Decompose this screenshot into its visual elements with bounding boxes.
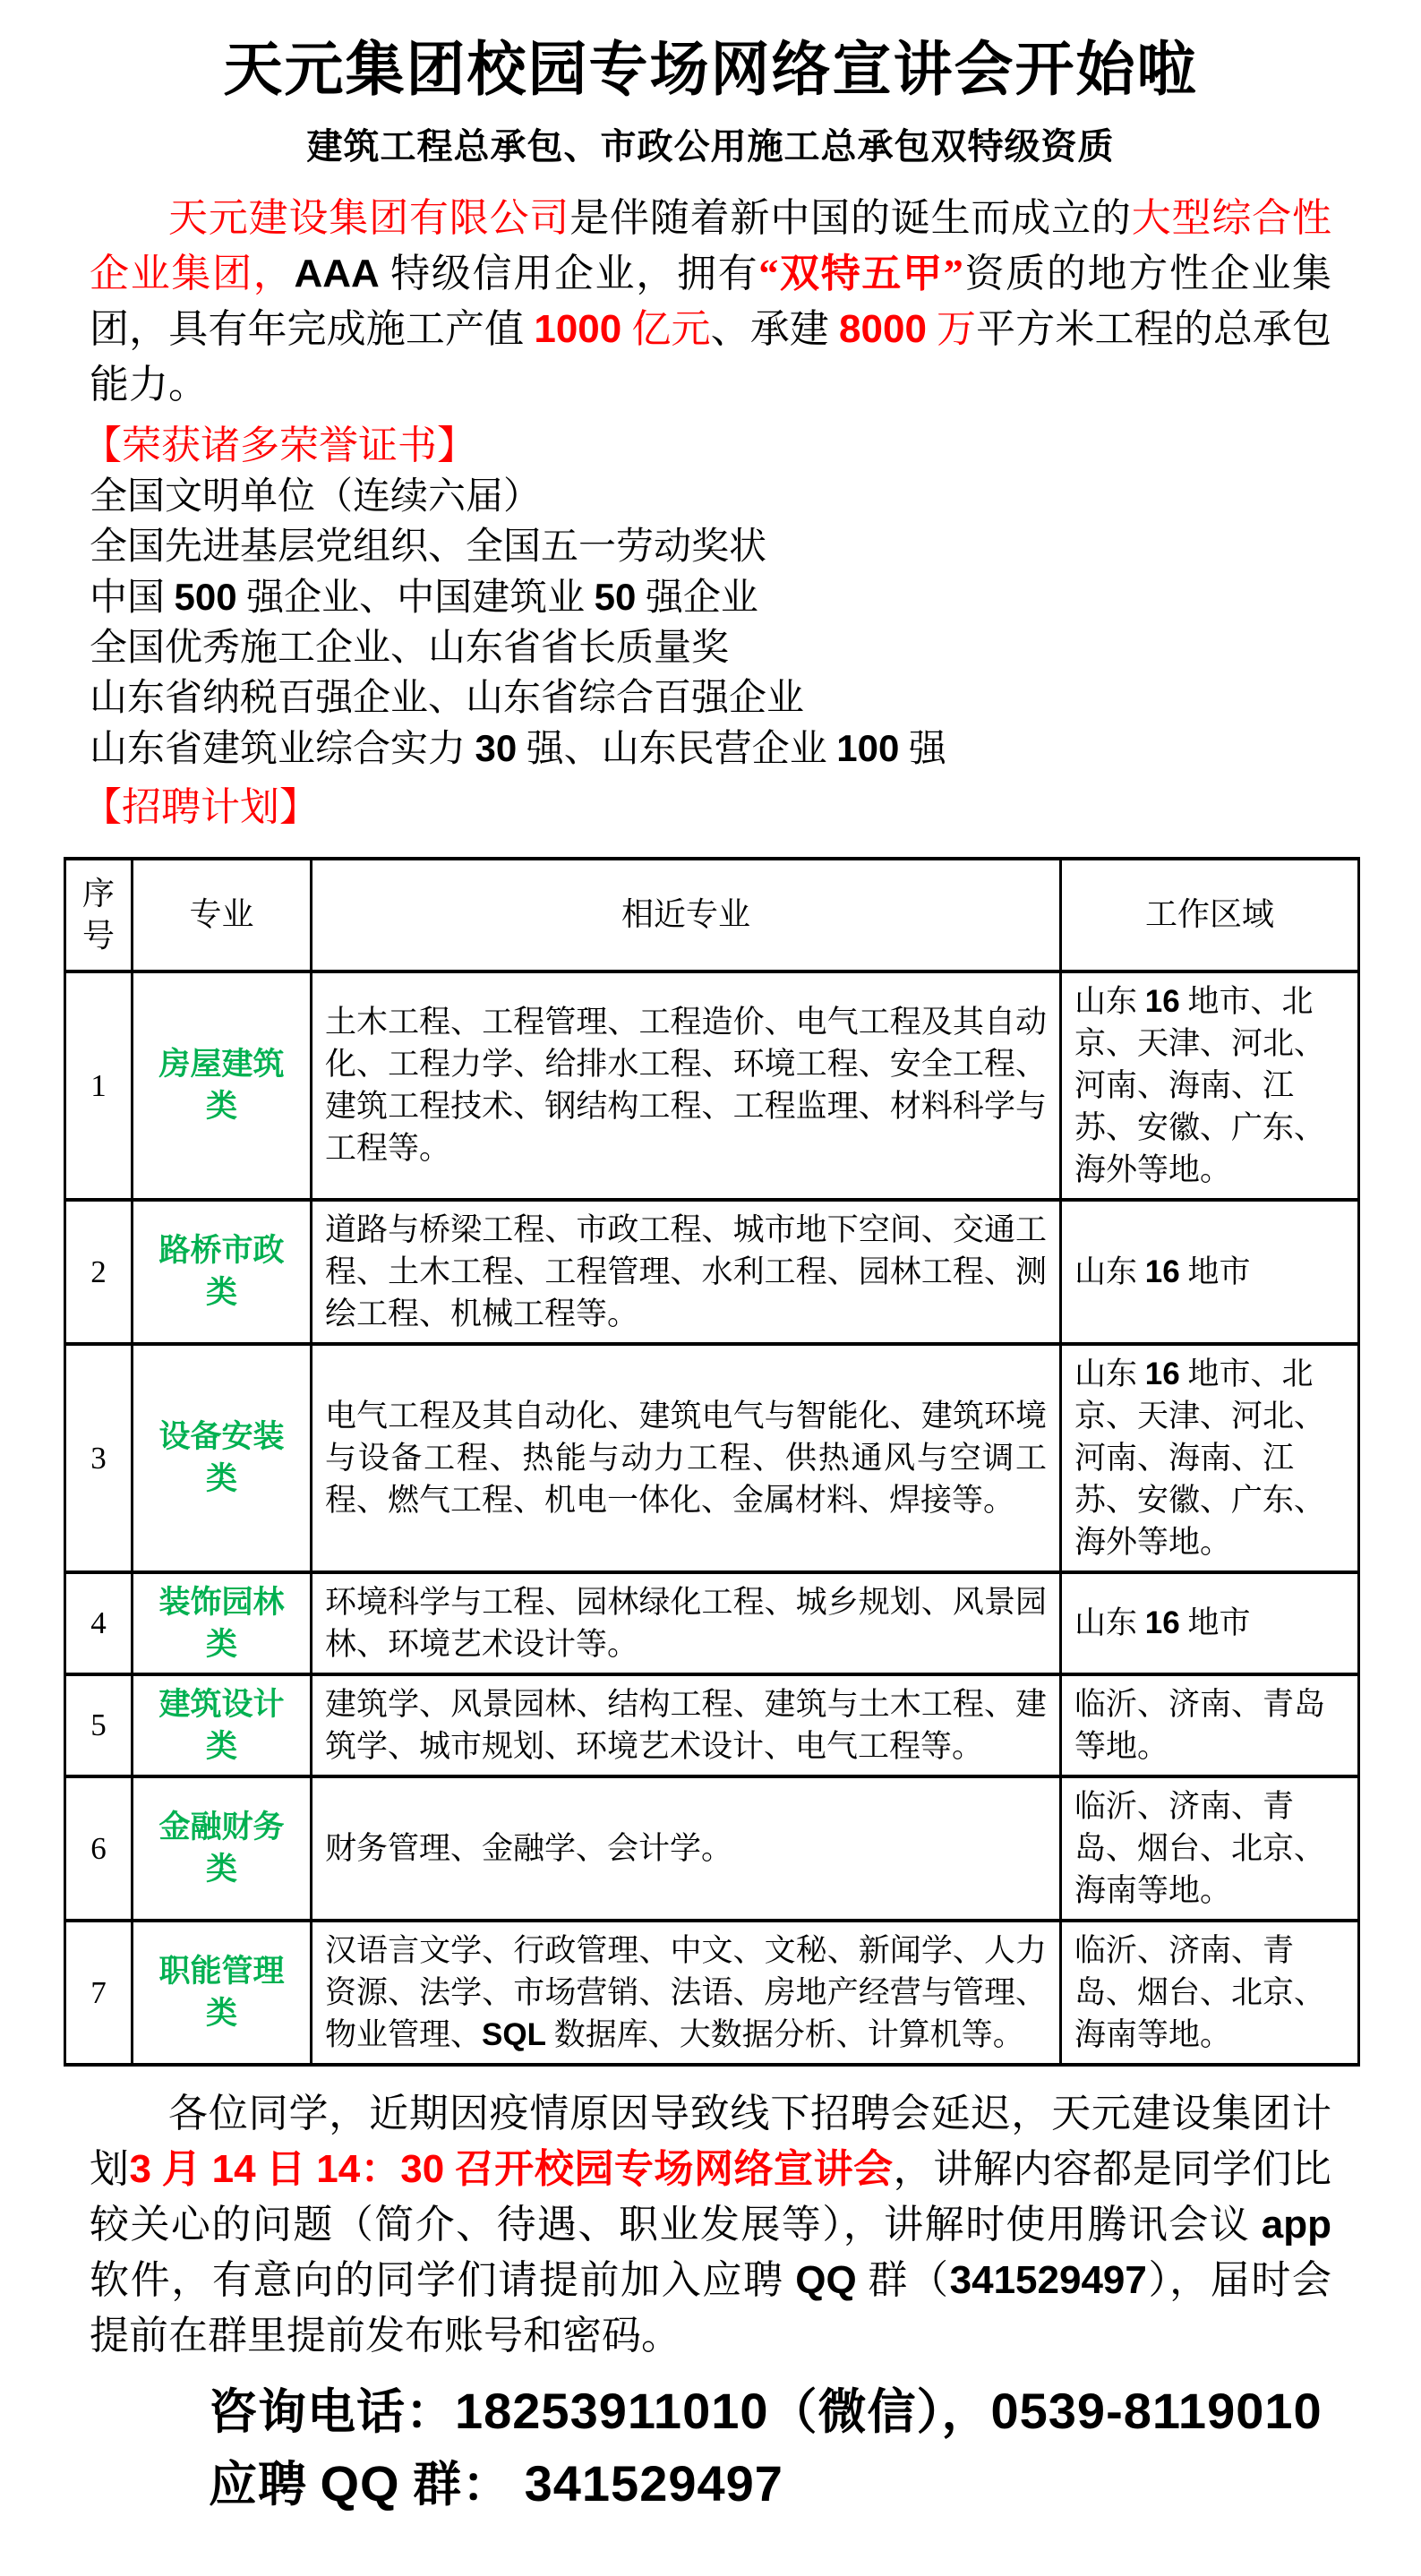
text-segment: 30	[475, 726, 518, 769]
honor-item	[90, 673, 1331, 723]
cell-work-region	[1061, 1572, 1359, 1674]
text-segment: 16	[1144, 1605, 1180, 1641]
company-intro-paragraph	[90, 191, 1331, 413]
text-segment: 是伴随着新中国的诞生而成立的	[569, 195, 1132, 240]
text-segment: 14：30	[316, 2146, 445, 2191]
text-segment: 群：	[399, 2457, 525, 2512]
text-segment: 山东省建筑业综合实力	[90, 728, 475, 770]
text-segment: 财务管理、金融学、会计学。	[325, 1830, 733, 1866]
contact-phone-line	[209, 2382, 1421, 2442]
text-segment: 软件，有意向的同学们请提前加入应聘	[90, 2257, 796, 2302]
table-row	[65, 1674, 1359, 1776]
header-related-majors: 相近专业	[312, 859, 1061, 971]
text-segment: QQ	[320, 2454, 400, 2512]
text-segment: 临沂、济南、青岛等地。	[1074, 1686, 1326, 1764]
text-segment: ，讲解内容都是同学们比较关心的问题（简介、待遇、职业发展等），讲解时使用腾讯会议	[90, 2146, 1332, 2247]
cell-related-majors	[312, 1200, 1061, 1344]
text-segment: 100	[836, 726, 900, 769]
honors-list	[0, 472, 1421, 775]
cell-work-region	[1061, 1776, 1359, 1921]
text-segment: 山东	[1074, 983, 1145, 1019]
header-major: 专业	[133, 859, 312, 971]
text-segment: 地市、北京、天津、河北、河南、海南、江苏、安徽、广东、海外等地。	[1074, 1356, 1326, 1560]
honor-item	[90, 623, 1331, 673]
cell-related-majors	[312, 1921, 1061, 2065]
text-segment: 16	[1144, 1254, 1180, 1289]
text-segment: QQ	[795, 2257, 857, 2302]
text-segment: 咨询电话：	[209, 2384, 455, 2439]
plan-table-body	[65, 971, 1359, 2065]
cell-seq: 3	[65, 1344, 133, 1572]
text-segment: 3	[129, 2146, 152, 2191]
cell-major-category: 路桥市政类	[133, 1200, 312, 1344]
text-segment: 、承建	[710, 306, 840, 351]
text-segment: 强、山东民营企业	[517, 728, 837, 770]
text-segment: 天元建设集团有限公司	[168, 195, 570, 240]
text-segment: 山东省纳税百强企业、山东省综合百强企业	[90, 677, 805, 719]
cell-seq: 6	[65, 1776, 133, 1921]
text-segment: 1000	[534, 306, 622, 351]
text-segment: 电气工程及其自动化、建筑电气与智能化、建筑环境与设备工程、热能与动力工程、供热通风与空调工程、燃气工程、机电一体化、金属材料、焊接等。	[325, 1398, 1047, 1518]
text-segment: 大型综合性企业集团，	[90, 195, 1332, 295]
cell-seq: 2	[65, 1200, 133, 1344]
text-segment: 资质的地方性企业集团，具有年完成施工产值	[90, 251, 1332, 351]
honors-section-heading: 【荣获诸多荣誉证书】	[82, 423, 476, 467]
contact-block	[209, 2382, 1421, 2514]
text-segment: 地市	[1179, 1254, 1251, 1289]
cell-related-majors	[312, 1776, 1061, 1921]
text-segment: 应聘	[209, 2457, 321, 2512]
text-segment: 16	[1144, 1356, 1180, 1391]
text-segment: AAA	[294, 251, 391, 295]
text-segment: 道路与桥梁工程、市政工程、城市地下空间、交通工程、土木工程、工程管理、水利工程、园林工程、测绘工程、机械工程等。	[325, 1211, 1047, 1331]
text-segment: 全国优秀施工企业、山东省省长质量奖	[90, 627, 730, 669]
cell-major-category: 装饰园林类	[133, 1572, 312, 1674]
cell-work-region	[1061, 1200, 1359, 1344]
table-row	[65, 1776, 1359, 1921]
page-title: 天元集团校园专场网络宣讲会开始啦	[223, 38, 1198, 103]
text-segment: 500	[174, 575, 237, 618]
text-segment: 万	[926, 306, 977, 351]
text-segment: 中国	[90, 577, 175, 619]
table-row	[65, 1572, 1359, 1674]
text-segment: 16	[1144, 983, 1180, 1019]
honor-item	[90, 522, 1331, 572]
cell-seq: 1	[65, 971, 133, 1200]
honor-item	[90, 472, 1331, 522]
text-segment: 0539-8119010	[990, 2382, 1323, 2439]
text-segment: 山东	[1074, 1254, 1145, 1289]
cell-major-category: 设备安装类	[133, 1344, 312, 1572]
page-subtitle: 建筑工程总承包、市政公用施工总承包双特级资质	[306, 125, 1115, 167]
text-segment: 日	[255, 2146, 317, 2191]
text-segment: 亿元	[621, 306, 711, 351]
text-segment: 建筑学、风景园林、结构工程、建筑与土木工程、建筑学、城市规划、环境艺术设计、电气工程等。	[325, 1686, 1047, 1764]
text-segment: 强企业	[636, 577, 758, 619]
header-seq: 序号	[65, 859, 133, 971]
cell-related-majors	[312, 971, 1061, 1200]
text-segment: 341529497	[524, 2454, 783, 2512]
text-segment: 强企业、中国建筑业	[236, 577, 595, 619]
table-header-row	[65, 859, 1359, 971]
cell-major-category: 房屋建筑类	[133, 971, 312, 1200]
text-segment: 召开校园专场网络宣讲会	[444, 2146, 894, 2191]
cell-related-majors	[312, 1572, 1061, 1674]
text-segment: 临沂、济南、青岛、烟台、北京、海南等地。	[1074, 1932, 1326, 2052]
text-segment: 山东	[1074, 1605, 1145, 1641]
text-segment: 全国先进基层党组织、全国五一劳动奖状	[90, 526, 767, 568]
text-segment: 月	[151, 2146, 212, 2191]
header-work-region: 工作区域	[1061, 859, 1359, 971]
text-segment: 18253911010	[455, 2382, 769, 2439]
text-segment: 群（	[856, 2257, 950, 2302]
text-segment: app	[1261, 2202, 1331, 2247]
cell-work-region	[1061, 971, 1359, 1200]
text-segment: 临沂、济南、青岛、烟台、北京、海南等地。	[1074, 1788, 1326, 1908]
cell-major-category: 建筑设计类	[133, 1674, 312, 1776]
text-segment: 汉语言文学、行政管理、中文、文秘、新闻学、人力资源、法学、市场营销、法语、房地产经营与管理、物业管理、	[325, 1932, 1047, 2052]
cell-major-category: 金融财务类	[133, 1776, 312, 1921]
cell-work-region	[1061, 1674, 1359, 1776]
cell-related-majors	[312, 1674, 1061, 1776]
text-segment: 土木工程、工程管理、工程造价、电气工程及其自动化、工程力学、给排水工程、环境工程、安全工程、建筑工程技术、钢结构工程、工程监理、材料科学与工程等。	[325, 1005, 1047, 1167]
text-segment: 地市、北京、天津、河北、河南、海南、江苏、安徽、广东、海外等地。	[1074, 983, 1326, 1187]
honor-item	[90, 572, 1331, 623]
text-segment: 50	[594, 575, 637, 618]
text-segment: ），届时会提前在群里提前发布账号和密码。	[90, 2257, 1332, 2358]
table-row	[65, 971, 1359, 1200]
text-segment: 8000	[839, 306, 927, 351]
text-segment: 各位同学，近期因疫情原因导致线下招聘会延迟，天元建设集团计划	[90, 2091, 1331, 2191]
contact-qq-line	[209, 2454, 1421, 2514]
text-segment: 强	[899, 728, 946, 770]
honor-item	[90, 723, 1331, 775]
text-segment: 全国文明单位（连续六届）	[90, 475, 542, 518]
text-segment: 平方米工程的总承包能力。	[90, 306, 1332, 407]
text-segment: （微信），	[768, 2384, 991, 2439]
text-segment: 山东	[1074, 1356, 1145, 1391]
text-segment: 14	[211, 2146, 256, 2191]
text-segment: 环境科学与工程、园林绿化工程、城乡规划、风景园林、环境艺术设计等。	[325, 1584, 1047, 1662]
text-segment: SQL	[482, 2016, 546, 2052]
recruitment-plan-table	[64, 857, 1360, 2067]
cell-major-category: 职能管理类	[133, 1921, 312, 2065]
table-row	[65, 1921, 1359, 2065]
cell-related-majors	[312, 1344, 1061, 1572]
cell-work-region	[1061, 1921, 1359, 2065]
text-segment: 特级信用企业，拥有	[390, 251, 759, 295]
cell-seq: 5	[65, 1674, 133, 1776]
closing-paragraph	[90, 2086, 1331, 2364]
table-row	[65, 1200, 1359, 1344]
table-row	[65, 1344, 1359, 1572]
text-segment: 341529497	[949, 2257, 1147, 2302]
cell-seq: 7	[65, 1921, 133, 2065]
recruit-plan-heading: 【招聘计划】	[82, 784, 319, 829]
text-segment: 数据库、大数据分析、计算机等。	[545, 2016, 1024, 2052]
text-segment: 地市	[1179, 1605, 1251, 1641]
text-segment: “双特五甲”	[758, 251, 963, 295]
cell-seq: 4	[65, 1572, 133, 1674]
cell-work-region	[1061, 1344, 1359, 1572]
